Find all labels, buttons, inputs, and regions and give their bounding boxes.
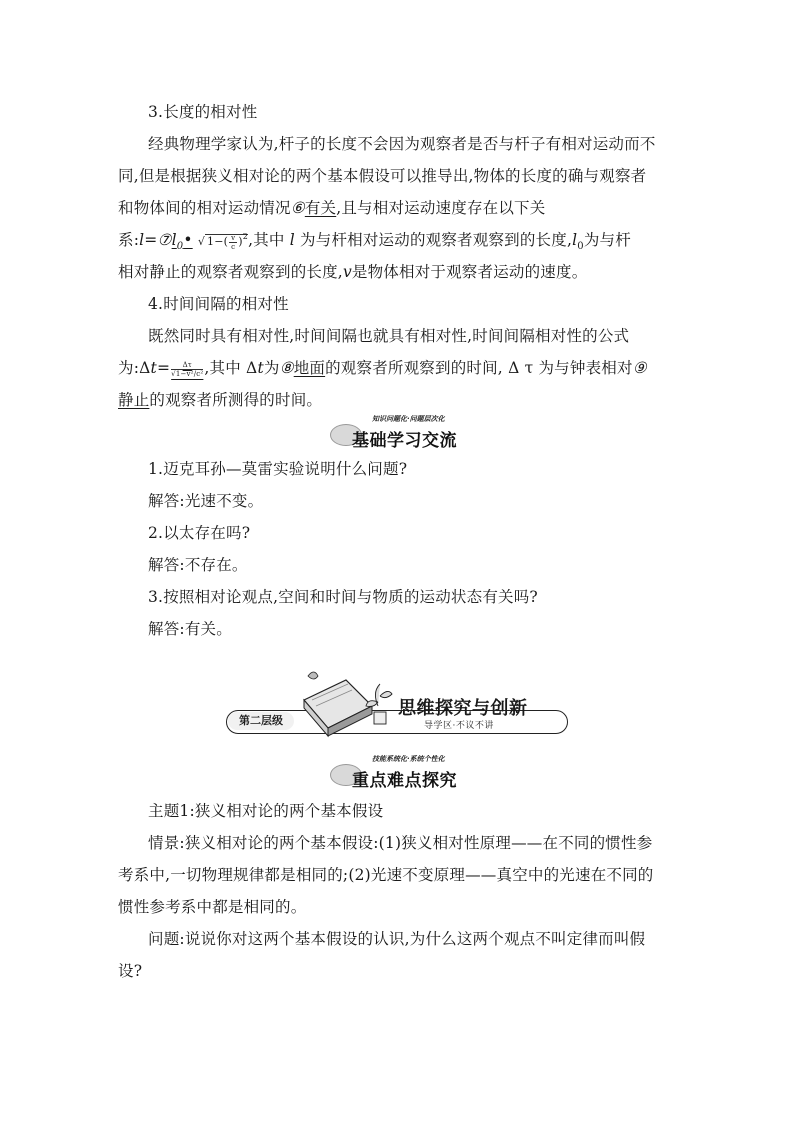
paragraph-line: 情景:狭义相对论的两个基本假设:(1)狭义相对性原理——在不同的惯性参 [148, 834, 653, 852]
blank-answer: 静止 [118, 391, 150, 409]
answer-mark: ⑨ [632, 359, 647, 377]
section-3-heading: 3.长度的相对性 [148, 103, 258, 121]
answer-mark: ⑥ [290, 199, 305, 217]
length-formula: $l_0•$ [171, 231, 193, 252]
answer: 解答:有关。 [148, 620, 232, 638]
level-subtitle: 导学区·不议不讲 [424, 721, 494, 731]
formula-line: 为:Δt= $\frac{\Delta\tau}{\text{√1−v²/c²}}$ ,其中 Δt为⑧地面的观察者所观察到的时间, Δ τ 为与钟表相对⑨ [118, 359, 647, 378]
blank-answer: 有关 [304, 199, 337, 217]
paragraph-line: 静止的观察者所测得的时间。 [118, 391, 323, 409]
question: 1.迈克耳孙—莫雷实验说明什么问题? [148, 460, 408, 478]
level-tag: 第二层级 [228, 712, 294, 730]
answer-mark: ⑧ [279, 359, 294, 377]
question: 2.以太存在吗? [148, 524, 251, 542]
book-plant-icon [298, 666, 398, 746]
paragraph-line: 既然同时具有相对性,时间间隔也就具有相对性,时间间隔相对性的公式 [148, 327, 630, 345]
answer-mark: ⑦ [157, 231, 172, 249]
time-formula: $\frac{\Delta\tau}{\text{√1−v²/c²}}$ [171, 360, 204, 378]
paragraph-line: 惯性参考系中都是相同的。 [118, 898, 307, 916]
answer: 解答:光速不变。 [148, 492, 264, 510]
formula-line: 系$:l=⑦l_0•$ √ 1−( $\frac{v}{c}$ )$^2$,其中 l 为与杆相对运动的观察者观察到的长度$,l_0$为与杆 [118, 231, 631, 252]
paragraph-line: 同,但是根据狭义相对论的两个基本假设可以推导出,物体的长度的确与观察者 [118, 167, 647, 185]
question: 3.按照相对论观点,空间和时间与物质的运动状态有关吗? [148, 588, 538, 606]
level-title: 思维探究与创新 [398, 698, 528, 719]
section-banner-basic: 知识问题化·问题层次化 基础学习交流 [330, 414, 470, 450]
paragraph-line: 考系中,一切物理规律都是相同的;(2)光速不变原理——真空中的光速在不同的 [118, 866, 654, 884]
section-4-heading: 4.时间间隔的相对性 [148, 295, 289, 313]
topic-title: 主题1:狭义相对论的两个基本假设 [148, 802, 384, 820]
sqrt-expression: √ 1−( $\frac{v}{c}$ )$^2$ [197, 232, 249, 251]
answer: 解答:不存在。 [148, 556, 248, 574]
blank-answer: 地面 [293, 359, 326, 377]
paragraph-line: 问题:说说你对这两个基本假设的认识,为什么这两个观点不叫定律而叫假 [148, 930, 646, 948]
paragraph-line: 经典物理学家认为,杆子的长度不会因为观察者是否与杆子有相对运动而不 [148, 135, 656, 153]
level-banner [222, 666, 572, 750]
paragraph-line: 相对静止的观察者观察到的长度,v是物体相对于观察者运动的速度。 [118, 263, 588, 281]
section-banner-key: 技能系统化·系统个性化 重点难点探究 [330, 754, 470, 790]
paragraph-line: 和物体间的相对运动情况⑥有关,且与相对运动速度存在以下关 [118, 199, 546, 217]
paragraph-line: 设? [118, 962, 143, 980]
